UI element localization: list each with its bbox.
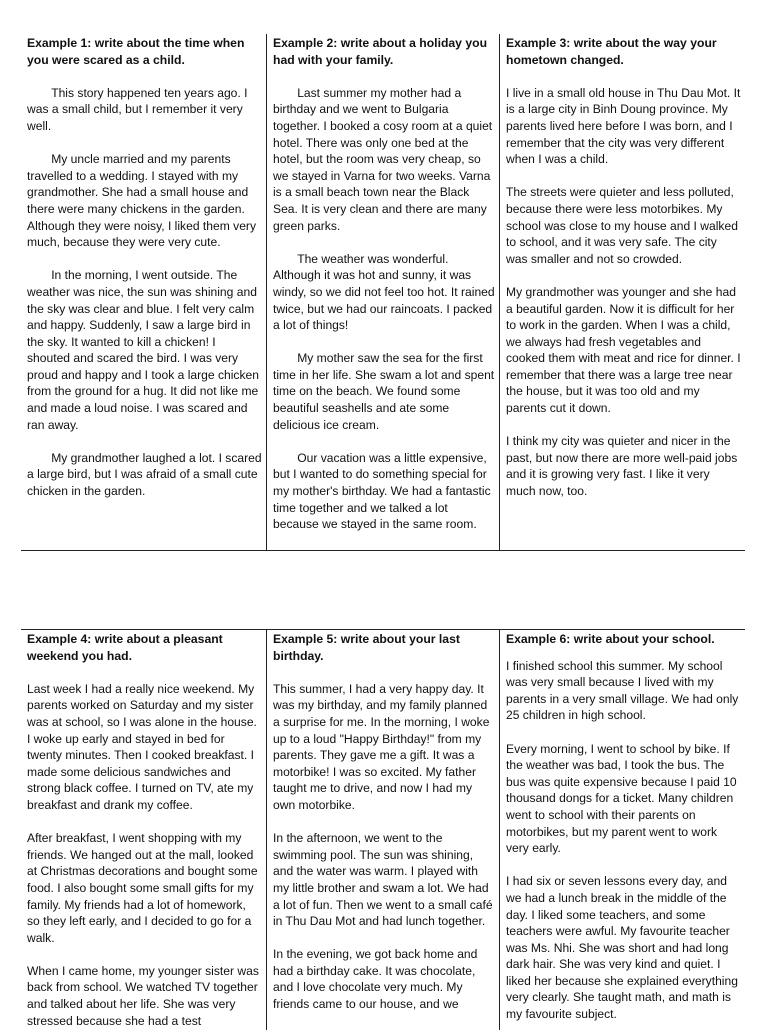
example-1-paragraph-2: My uncle married and my parents travelled to a wedding. I stayed with my grandmother. She had a small house and there were many chickens in the garden. Although they were noisy, I liked them very much, because they were very cute.: [27, 152, 256, 250]
example-1-paragraph-3: In the morning, I went outside. The weather was nice, the sun was shining and the sky was clear and blue. I felt very calm and happy. Suddenly, I saw a large bird in the sky. It wanted to kill a chicken! I shouted and scared the bird. I was very proud and happy and I took a large chicken from the ground for a hug. It did not like me and made a loud noise. I was scared and ran away.: [27, 268, 259, 432]
examples-table-bottom: [21, 629, 745, 1030]
examples-table-top: [21, 34, 745, 551]
example-1-column: [21, 34, 267, 550]
example-5-paragraph-2: In the afternoon, we went to the swimming pool. The sun was shining, and the water was warm. I played with my little brother and swam a lot. We had a lot of fun. Then we went to a small café in Thu Dau Mot and had lunch together.: [273, 831, 493, 929]
example-6-paragraph-3: I had six or seven lessons every day, and we had a lunch break in the middle of the day. I liked some teachers, and some teachers were awful. My favourite teacher was Ms. Nhi. She was short and had long dark hair. She was very kind and quiet. I liked her because she explained everything very clearly. She taught math, and math is my favourite subject.: [506, 874, 738, 1022]
example-1-paragraph-4: My grandmother laughed a lot. I scared a large bird, but I was afraid of a small cute chicken in the garden.: [27, 450, 262, 499]
example-4-paragraph-3: When I came home, my younger sister was back from school. We watched TV together and talked about her life. She was very stressed because she had a test: [27, 963, 259, 1028]
example-2-paragraph-2: The weather was wonderful. Although it was hot and sunny, it was windy, so we did not feel too hot. It rained twice, but we had our raincoats. I packed a lot of things!: [273, 251, 495, 333]
example-6-paragraph-1: I finished school this summer. My school was very small because I lived with my parents in a very small village. We had only 25 children in high school.: [506, 658, 739, 723]
example-6-paragraph-2: Every morning, I went to school by bike. If the weather was bad, I took the bus. The bus was quite expensive because I paid 10 thousand dongs for a ticket. Many children went to school with their parents on motorbikes, but my parent went to work very early.: [506, 741, 737, 856]
example-4-title: Example 4: write about a pleasant weekend you had.: [27, 632, 223, 663]
example-3-column: [500, 34, 745, 550]
example-6-title: Example 6: write about your school.: [506, 632, 715, 646]
example-2-column: [267, 34, 500, 550]
example-2-paragraph-3: My mother saw the sea for the first time in her life. She swam a lot and spent time on the beach. We found some beautiful seashells and ate some delicious ice cream.: [273, 351, 495, 432]
example-3-title: Example 3: write about the way your hometown changed.: [506, 36, 717, 67]
example-3-paragraph-4: I think my city was quieter and nicer in the past, but now there are more well-paid jobs and it is growing very fast. I like it very much now, too.: [506, 434, 738, 499]
example-2-title: Example 2: write about a holiday you had with your family.: [273, 36, 488, 67]
example-3-paragraph-3: My grandmother was younger and she had a beautiful garden. Now it is difficult for her to work in the garden. When I was a child, we always had fresh vegetables and cooked them with meat and rice for dinner. I remember that there was a large tree near the house, but it was too old and my parents cut it down.: [506, 284, 741, 416]
example-4-paragraph-2: After breakfast, I went shopping with my friends. We hanged out at the mall, looked at Christmas decorations and bought some food. I also bought some small gifts for my family. My friends had a lot of homework, so they left early, and I decided to go for a walk.: [27, 831, 258, 945]
example-1-title: Example 1: write about the time when you were scared as a child.: [27, 36, 245, 67]
example-5-paragraph-3: In the evening, we got back home and had a birthday cake. It was chocolate, and I love chocolate very much. My friends came to our house, and we: [273, 947, 478, 1012]
example-3-paragraph-1: I live in a small old house in Thu Dau Mot. It is a large city in Binh Doung province. My parents lived here before I was born, and I remember that the city was very different when I was a child.: [506, 85, 741, 167]
example-5-paragraph-1: This summer, I had a very happy day. It was my birthday, and my family planned a surprise for me. In the morning, I woke up to a loud "Happy Birthday!" from my parents. They gave me a gift. It was a motorbike! I was so excited. My father taught me to drive, and now I had my own motorbike.: [273, 681, 490, 812]
example-5-title: Example 5: write about your last birthday.: [273, 632, 460, 663]
example-5-column: [267, 630, 500, 1030]
example-4-paragraph-1: Last week I had a really nice weekend. My parents worked on Saturday and my sister was at school, so I was alone in the house. I woke up early and stayed in bed for twenty minutes. Then I cooked breakfast. I made some delicious sandwiches and strong black coffee. I turned on TV, ate my breakfast and drank my coffee.: [27, 681, 257, 812]
example-6-column: [500, 630, 745, 1030]
example-2-paragraph-1: Last summer my mother had a birthday and we went to Bulgaria together. I booked a cosy room at a quiet hotel. There was only one bed at the hotel, but the room was very cheap, so we stayed in Varna for two weeks. Varna is a small beach town near the Black Sea. It is very clean and there are many green parks.: [273, 85, 493, 233]
example-4-column: [21, 630, 267, 1030]
example-3-paragraph-2: The streets were quieter and less polluted, because there were less motorbikes. My school was close to my house and I walked to school, and it was very safe. The city was smaller and not so crowded.: [506, 185, 738, 266]
example-1-paragraph-1: This story happened ten years ago. I was a small child, but I remember it very well.: [27, 85, 248, 133]
example-2-paragraph-4: Our vacation was a little expensive, but I wanted to do something special for my mother's birthday. We had a fantastic time together and we talked a lot because we stayed in the same room.: [273, 450, 491, 532]
